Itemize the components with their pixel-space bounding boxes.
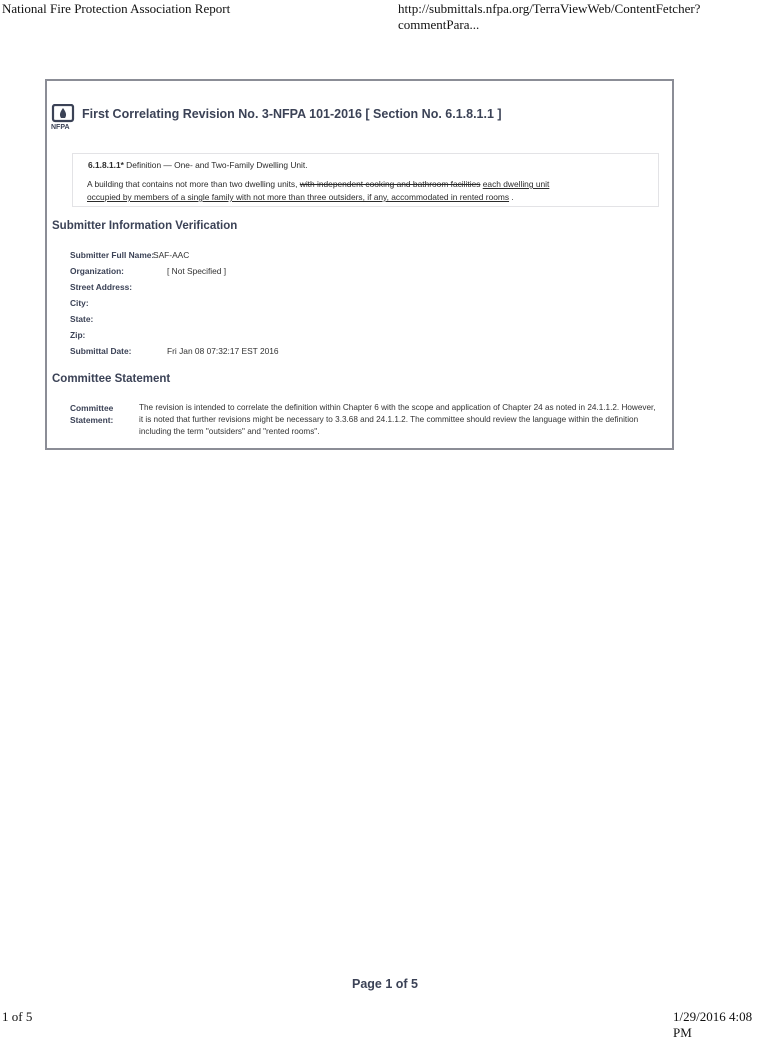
definition-text-inserted: each dwelling unit [482,179,550,189]
nfpa-logo-icon [51,104,79,130]
report-panel [45,79,674,450]
definition-line-1 [87,179,549,189]
definition-heading [88,160,308,170]
submittal-date-label: Submittal Date: [70,346,132,356]
print-footer-page: 1 of 5 [2,1009,33,1024]
page-number: Page 1 of 5 [352,977,418,991]
report-title: First Correlating Revision No. 3-NFPA 101-2016 [ Section No. 6.1.8.1.1 ] [82,107,502,121]
definition-text-end: . [509,192,514,202]
full-name-label: Submitter Full Name: [70,250,155,260]
definition-number: 6.1.8.1.1* [88,160,124,170]
definition-text-struck: with independent cooking and bathroom facilities [299,179,481,189]
submittal-date-value: Fri Jan 08 07:32:17 EST 2016 [167,346,279,356]
organization-value: [ Not Specified ] [167,266,227,276]
committee-statement-label [70,402,113,426]
committee-label-line-1: Committee [70,403,114,413]
logo-text: NFPA [51,124,70,130]
submitter-heading: Submitter Information Verification [52,220,238,232]
definition-line-2 [87,192,514,202]
zip-label: Zip: [70,330,86,340]
committee-heading: Committee Statement [52,373,171,385]
definition-text-inserted-2: occupied by members of a single family with not more than three outsiders, if any, accommodated in rented rooms [87,192,510,202]
street-address-label: Street Address: [70,282,133,292]
print-header-title: National Fire Protection Association Report [2,1,231,16]
state-label: State: [70,314,94,324]
committee-statement-text: The revision is intended to correlate the definition within Chapter 6 with the scope and application of Chapter 24 as noted in 24.1.1.2. However, it is noted that further revisions might be necessary to 3.3.68 and 24.1.1.2. The committee should review the language within the definition including the term "outsiders" and "rented rooms". [139,403,656,436]
organization-label: Organization: [70,266,124,276]
city-label: City: [70,298,89,308]
full-name-value: SAF-AAC [153,250,190,260]
print-footer-timestamp: 1/29/2016 4:08 PM [673,1009,753,1040]
definition-text-plain: A building that contains not more than two dwelling units, [87,179,298,189]
committee-label-line-2: Statement: [70,415,114,425]
print-header-url: http://submittals.nfpa.org/TerraViewWeb/ContentFetcher?commentPara... [398,1,701,32]
definition-title: Definition — One- and Two-Family Dwelling Unit. [123,160,308,170]
